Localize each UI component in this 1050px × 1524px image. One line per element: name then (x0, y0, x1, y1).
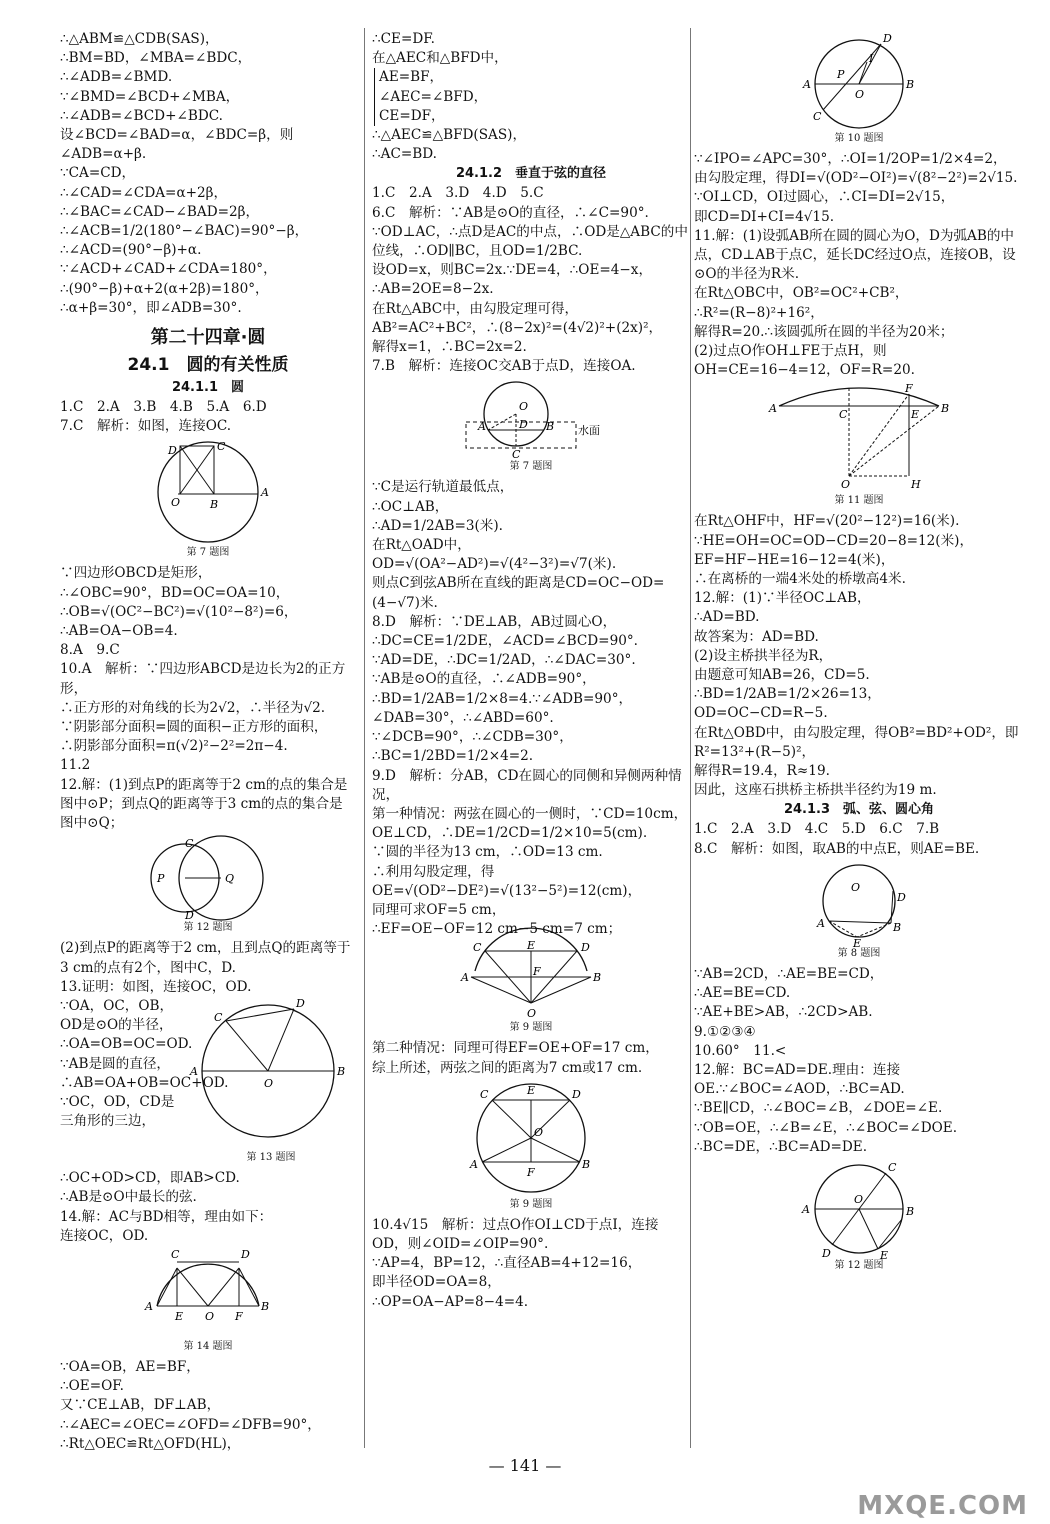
line: ∴∠AEC=∠OEC=∠OFD=∠DFB=90°， (60, 1416, 321, 1433)
line: ∵OD⊥AC，∴点D是AC的中点，∴OD是△ABC的中位线，∴OD∥BC，且OD=1/2BC. (372, 223, 688, 260)
line: ∵OB=OE，∴∠B=∠E，∴∠BOC=∠DOE. (694, 1119, 958, 1136)
chapter-title: 第二十四章·圆 (150, 327, 266, 349)
fig-label: P (837, 68, 845, 81)
fig-label: O (264, 1076, 274, 1090)
line: ∴阴影部分面积=π(√2)²−2²=2π−4. (60, 738, 288, 755)
figure-caption: 第 9 题图 (509, 1198, 553, 1210)
fig-label: D (168, 444, 177, 458)
line: 10.4√15 解析：过点O作OI⊥CD于点I，连接OD，则∠OID=∠OIP=90°. (372, 1216, 659, 1252)
fig-label: A (461, 971, 469, 985)
line: 第一种情况：两弦在圆心的一侧时，∵CD=10cm，OE⊥CD，∴DE=1/2CD=1/2×10=5(cm). (372, 805, 688, 842)
figure-12-two-circles (133, 835, 283, 921)
line: ∴在离桥的一端4米处的桥墩高4米. (694, 571, 906, 588)
line: ∴AE=BE=CD. (694, 985, 791, 1002)
line: ∵OI⊥CD，OI过圆心，∴CI=DI=2√15， (694, 189, 955, 206)
fig-label: P (157, 872, 165, 886)
fig-label: D (581, 941, 590, 955)
figure-7-circle-rectangle (138, 438, 278, 546)
line: ∴利用勾股定理，得 (372, 863, 495, 880)
fig-label: O (851, 880, 861, 894)
line: ∴OB=√(OC²−BC²)=√(10²−8²)=6， (60, 603, 298, 620)
fig-label: I (869, 52, 874, 65)
figure-12-circle (794, 1159, 924, 1262)
section-title: 24.1 圆的有关性质 (127, 355, 289, 376)
line: ∵∠BMD=∠BCD+∠MBA， (60, 88, 240, 105)
line: ∵∠IPO=∠APC=30°，∴OI=1/2OP=1/2×4=2， (694, 151, 1007, 167)
line: ∴BM=BD，∠MBA=∠BDC， (60, 50, 252, 67)
fig-label: O (205, 1309, 215, 1323)
line: ∴∠CAD=∠CDA=α+2β， (60, 184, 228, 201)
fig-label: A (190, 1064, 198, 1078)
figure-9-same-side (461, 941, 601, 1021)
line: ∴DC=CE=1/2DE，∠ACD=∠BCD=90°. (372, 633, 638, 650)
fig-label: Q (225, 872, 235, 886)
figure-caption: 第 9 题图 (509, 1022, 553, 1034)
line: CE=DF， (379, 107, 445, 124)
line: 11.2 (60, 757, 91, 774)
figure-caption: 第 12 题图 (834, 1259, 884, 1271)
fig-label: A (478, 420, 486, 434)
line: ∵圆的半径为13 cm，∴OD=13 cm. (372, 844, 603, 861)
fig-label: C (480, 1087, 489, 1101)
figure-caption: 第 8 题图 (837, 947, 881, 959)
line: 连接OC，OD. (60, 1227, 149, 1244)
column-divider (364, 28, 365, 1448)
line: ∴∠ADB=∠BMD. (60, 69, 173, 86)
fig-label: E (527, 1083, 536, 1097)
fig-label: C (512, 448, 521, 462)
line: 1.C 2.A 3.D 4.D 5.C (372, 185, 544, 202)
fig-label: O (854, 1192, 864, 1206)
fig-label: B (337, 1064, 346, 1078)
line: ∴∠ACB=1/2(180°−∠BAC)=90°−β， (60, 223, 309, 240)
line: ∵阴影部分面积=圆的面积−正方形的面积， (60, 719, 328, 736)
line: ∴BD=1/2AB=1/2×8=4.∵∠ADB=90°，∠DAB=30°，∴∠ABD=60°. (372, 690, 633, 726)
line: ∵CA=CD， (60, 165, 136, 182)
line: 又∵CE⊥AB，DF⊥AB， (60, 1397, 221, 1414)
line: 13.证明：如图，连接OC，OD. (60, 978, 252, 995)
fig-label: D (897, 890, 906, 904)
line: ∴AC=BD. (372, 146, 437, 163)
fig-label: C (473, 941, 482, 955)
figure-8-circle (799, 861, 919, 950)
fig-label: E (853, 936, 862, 950)
fig-label: D (822, 1246, 831, 1260)
line: ∠AEC=∠BFD， (379, 88, 488, 105)
figure-10-circle-chord (789, 32, 929, 132)
fig-label: H (911, 478, 921, 492)
line: 则点C到弦AB所在直线的距离是CD=OC−OD=(4−√7)米. (372, 575, 665, 611)
line: 在Rt△OBD中，由勾股定理，得OB²=BD²+OD²，即R²=13²+(R−5)²， (694, 724, 1019, 760)
line: ∴OC⊥AB， (372, 498, 449, 515)
fig-label: C (217, 440, 226, 454)
line: 设OD=x，则BC=2x.∵DE=4，∴OE=4−x， (372, 262, 653, 279)
line: 第二种情况：同理可得EF=OE+OF=17 cm， (372, 1040, 659, 1057)
figure-caption: 第 13 题图 (246, 1152, 296, 1164)
line: 7.B 解析：连接OC交AB于点D，连接OA. (372, 358, 636, 375)
fig-label: D (185, 909, 194, 923)
line: ∵C是运行轨道最低点， (372, 479, 514, 496)
line: 8.C 解析：如图，取AB的中点E，则AE=BE. (694, 840, 980, 857)
line: 由勾股定理，得DI=√(OD²−OI²)=√(8²−2²)=2√15. (694, 170, 1018, 187)
line: ∵∠DCB=90°，∴∠CDB=30°， (372, 729, 573, 746)
brace-group (374, 68, 690, 126)
line: ∴AB是⊙O中最长的弦. (60, 1189, 197, 1206)
line: 在△AEC和△BFD中， (372, 50, 508, 67)
fig-label: B (893, 920, 902, 934)
figure-caption: 第 10 题图 (834, 133, 884, 144)
figure-13-circle (186, 997, 351, 1145)
line: ∴BD=1/2AB=1/2×26=13， (694, 686, 881, 703)
line: ∵AB是⊙O的直径，∴∠ADB=90°， (372, 671, 596, 688)
line: 因此，这座石拱桥主桥拱半径约为19 m. (694, 782, 937, 799)
line: ∵四边形OBCD是矩形， (60, 565, 212, 582)
line: EF=HF−HE=16−12=4(米)， (694, 551, 895, 568)
fig-label: D (572, 1087, 581, 1101)
fig-label: D (296, 996, 305, 1010)
line: ∴∠OBC=90°，BD=OC=OA=10， (60, 584, 290, 601)
left-column (60, 30, 356, 1454)
right-column (694, 30, 1024, 1277)
line: ∴正方形的对角线的长为2√2，∴半径为√2. (60, 699, 326, 716)
fig-label: O (171, 496, 181, 510)
fig-label: O (855, 88, 865, 101)
line: 9.①②③④ (694, 1023, 756, 1040)
line: ∵OC，OD，CD是三角形的三边， (60, 1093, 175, 1130)
line: 由题意可知AB=26，CD=5. (694, 667, 870, 684)
line: OD=OC−CD=R−5. (694, 705, 828, 722)
line: ∵HE=OH=OC=OD−CD=20−8=12(米)， (694, 532, 974, 549)
figure-caption: 第 7 题图 (186, 547, 230, 559)
line: ∴△ABM≌△CDB(SAS)， (60, 31, 219, 47)
line: ∴∠BAC=∠CAD−∠BAD=2β， (60, 203, 260, 220)
fig-label: B (582, 1157, 591, 1171)
figure-caption: 第 12 题图 (183, 922, 233, 934)
fig-label: F (905, 382, 913, 396)
line: ∴BC=1/2BD=1/2×4=2. (372, 748, 534, 765)
line: 1.C 2.A 3.D 4.C 5.D 6.C 7.B (694, 821, 940, 838)
line: ∴(90°−β)+α+2(α+2β)=180°， (60, 280, 269, 297)
fig-label: D (241, 1247, 250, 1261)
line: 综上所述，两弦之间的距离为7 cm或17 cm. (372, 1059, 643, 1076)
fig-label: E (880, 1248, 889, 1262)
fig-label: E (175, 1309, 184, 1323)
line: ∵AP=4，BP=12，∴直径AB=4+12=16， (372, 1255, 642, 1272)
line: ∴OE=OF. (60, 1378, 124, 1395)
fig-label: C (839, 408, 848, 422)
figure-9-opposite-side (466, 1080, 596, 1198)
fig-label: E (911, 408, 920, 422)
line: 12.解：BC=AD=DE.理由：连接OE.∵∠BOC=∠AOD，∴BC=AD. (694, 1061, 905, 1098)
line: 11.解：(1)设弧AB所在圆的圆心为O，D为弧AB的中点，CD⊥AB于点C，延长DC经过O点，连接OB，设⊙O的半径为R米. (694, 227, 1016, 283)
line: 10.A 解析：∵四边形ABCD是边长为2的正方形， (60, 661, 346, 697)
line: 6.C 解析：∵AB是⊙O的直径，∴∠C=90°. (372, 204, 649, 221)
line: 解得R=19.4，R≈19. (694, 763, 830, 780)
line: 在Rt△OAD中，OD=√(OA²−AD²)=√(4²−3²)=√7(米). (372, 537, 617, 573)
line: 解得R=20.∴该圆弧所在圆的半径为20米； (694, 323, 954, 340)
line: 12.解：(1)∵半径OC⊥AB， (694, 590, 871, 607)
line: (2)设主桥拱半径为R， (694, 647, 833, 664)
line: ∵OA，OC，OB，OD是⊙O的半径， (60, 997, 174, 1034)
line: 设∠BCD=∠BAD=α，∠BDC=β，则∠ADB=α+β. (60, 127, 294, 163)
fig-label: C (185, 837, 194, 851)
line: ∴AD=BD. (694, 609, 760, 626)
line: 同理可求OF=5 cm， (372, 901, 506, 918)
line: (2)过点O作OH⊥FE于点H，则OH=CE=16−4=12，OF=R=20. (694, 343, 915, 379)
figure-caption: 第 11 题图 (834, 495, 884, 507)
subsection-title: 24.1.2 垂直于弦的直径 (455, 166, 607, 182)
fig-label: B (593, 971, 602, 985)
fig-label: B (941, 402, 950, 416)
line: 即CD=DI+CI=4√15. (694, 208, 835, 225)
line: ∴Rt△OEC≌Rt△OFD(HL)， (60, 1435, 241, 1452)
fig-label: O (519, 400, 529, 414)
line: 9.D 解析：分AB，CD在圆心的同侧和异侧两种情况， (372, 767, 682, 803)
line: (2)到点P的距离等于2 cm，且到点Q的距离等于3 cm的点有2个，图中C，D. (60, 940, 351, 976)
line: 即半径OD=OA=8， (372, 1274, 501, 1291)
fig-label: C (171, 1247, 180, 1261)
q13-text (60, 997, 229, 1169)
fig-label: A (817, 916, 825, 930)
fig-label: F (527, 1165, 535, 1179)
figure-caption: 第 7 题图 (509, 461, 553, 473)
line: ∴EF=OE−OF=12 cm−5 cm=7 cm； (372, 921, 622, 938)
fig-label: F (235, 1309, 243, 1323)
page-number: — 141 — (488, 1456, 562, 1475)
middle-column (372, 30, 690, 1312)
column-divider (690, 28, 691, 1448)
line: 8.A 9.C (60, 642, 120, 659)
line: ∵AE+BE>AB，∴2CD>AB. (694, 1004, 873, 1021)
fig-label: B (546, 420, 555, 434)
q13-figure (186, 997, 356, 1169)
fig-label: D (883, 32, 892, 45)
line: ∵AB是圆的直径，∴AB=OA+OB=OC+OD. (60, 1055, 229, 1091)
line: ∴∠ACD=(90°−β)+α. (60, 242, 202, 259)
subsection-title: 24.1.3 弧、弦、圆心角 (783, 802, 935, 818)
fig-label: A (261, 486, 269, 500)
fig-label: O (534, 1125, 544, 1139)
line: ∴∠ADB=∠BCD+∠BDC. (60, 107, 223, 124)
line: ∵AB=2CD，∴AE=BE=CD， (694, 965, 884, 982)
line: 7.C 解析：如图，连接OC. (60, 418, 232, 435)
line: ∴AD=1/2AB=3(米). (372, 517, 503, 534)
fig-label: A (769, 402, 777, 416)
figure-7-water-wheel (446, 378, 616, 460)
fig-label: E (527, 939, 536, 953)
line: ∴OC+OD>CD，即AB>CD. (60, 1170, 240, 1187)
line: ∴OA=OB=OC=OD. (60, 1036, 193, 1053)
fig-label: C (813, 110, 822, 123)
fig-label: B (261, 1299, 270, 1313)
fig-label: C (214, 1010, 223, 1024)
line: ∵AD=DE，∴DC=1/2AD，∴∠DAC=30°. (372, 652, 636, 669)
figure-14-semicircle (143, 1248, 273, 1340)
line: 12.解：(1)到点P的距离等于2 cm的点的集合是图中⊙P；到点Q的距离等于3 cm的点的集合是图中⊙Q； (60, 776, 348, 832)
fig-label: D (519, 418, 528, 432)
fig-label: B (906, 78, 915, 91)
fig-label: B (906, 1204, 915, 1218)
line: 1.C 2.A 3.B 4.B 5.A 6.D (60, 399, 267, 416)
figure-11-bridge-arc (769, 382, 949, 494)
fig-label: B (210, 498, 219, 512)
line: ∴OP=OA−AP=8−4=4. (372, 1293, 529, 1310)
line: ∵∠ACD+∠CAD+∠CDA=180°， (60, 261, 277, 278)
fig-label: 水面 (578, 424, 600, 438)
line: ∵BE∥CD，∴∠BOC=∠B，∠DOE=∠E. (694, 1100, 943, 1117)
line: 解得x=1，∴BC=2x=2. (372, 339, 527, 356)
line: ∴R²=(R−8)²+16²， (694, 304, 824, 321)
fig-label: A (470, 1157, 478, 1171)
line: 故答案为：AD=BD. (694, 628, 819, 645)
line: ∴CE=DF. (372, 31, 435, 47)
line: OE=√(OD²−DE²)=√(13²−5²)=12(cm)， (372, 882, 642, 899)
line: ∴AB=OA−OB=4. (60, 623, 178, 640)
fig-label: A (803, 78, 811, 91)
line: ∴△AEC≌△BFD(SAS)， (372, 127, 527, 144)
line: ∴AB=2OE=8−2x. (372, 281, 494, 298)
fig-label: A (145, 1299, 153, 1313)
q13-block (60, 997, 356, 1169)
fig-label: F (533, 965, 541, 979)
fig-label: C (888, 1160, 897, 1174)
watermark: MXQE.COM (857, 1490, 1028, 1521)
line: 在Rt△ABC中，由勾股定理可得，AB²=AC²+BC²，∴(8−2x)²=(4√2)²+(2x)²， (372, 300, 663, 336)
line: ∴α+β=30°，即∠ADB=30°. (60, 299, 242, 316)
line: AE=BF， (379, 69, 444, 86)
line: 10.60° 11.< (694, 1042, 787, 1059)
line: ∴BC=DE，∴BC=AD=DE. (694, 1138, 868, 1155)
fig-label: O (841, 478, 851, 492)
line: 8.D 解析：∵DE⊥AB，AB过圆心O， (372, 613, 617, 630)
line: 在Rt△OHF中，HF=√(20²−12²)=16(米). (694, 513, 960, 530)
line: 在Rt△OBC中，OB²=OC²+CB²， (694, 285, 909, 302)
line: ∵OA=OB，AE=BF， (60, 1358, 200, 1375)
fig-label: O (527, 1007, 537, 1021)
subsection-title: 24.1.1 圆 (171, 380, 245, 396)
line: 14.解：AC与BD相等，理由如下： (60, 1208, 273, 1225)
figure-caption: 第 14 题图 (183, 1340, 233, 1352)
fig-label: A (802, 1202, 810, 1216)
